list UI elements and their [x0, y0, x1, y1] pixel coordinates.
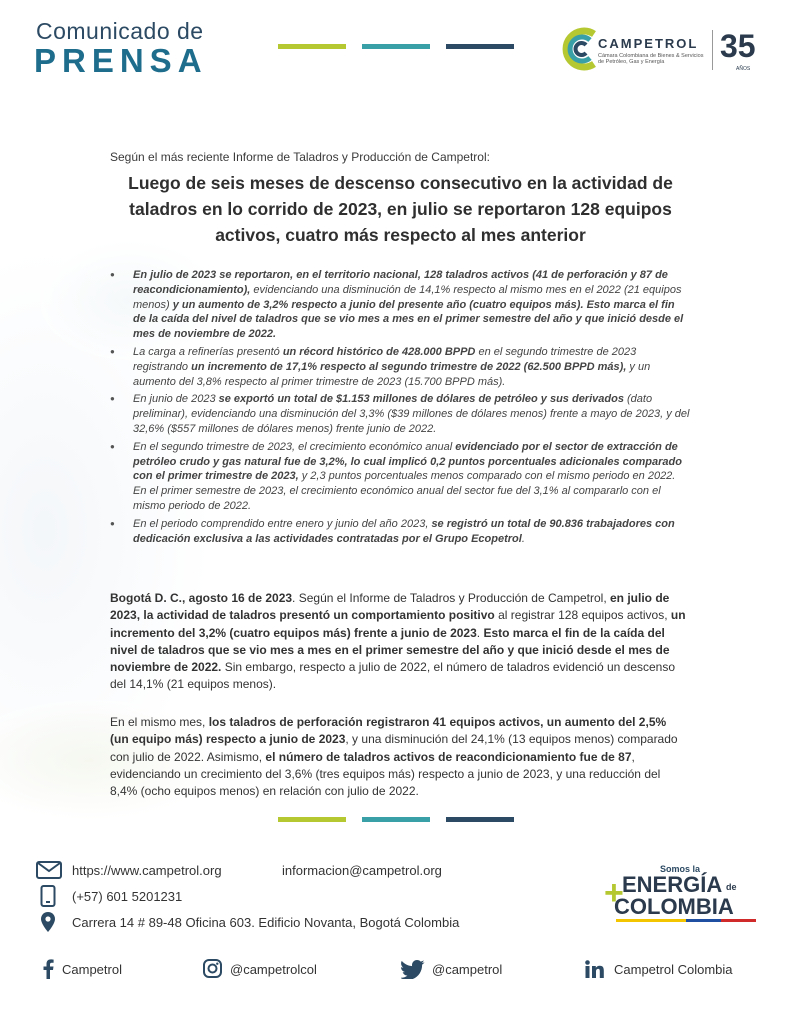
linkedin-icon[interactable]: [585, 960, 604, 978]
campetrol-logo: [560, 22, 760, 80]
bold-text-run: Esto marca el fin de la caída del nivel de taladros que se vio mes a mes en el primer semestre del año y que inició desde el mes de noviembre de 2022.: [110, 625, 670, 675]
text-run: En el periodo comprendido entre enero y junio del año 2023,: [133, 517, 432, 530]
logo-divider: [712, 30, 713, 70]
phone-icon: [40, 885, 56, 907]
header-accent-bar: [446, 44, 514, 49]
bold-text-run: los taladros de perforación registraron 41 equipos activos, un aumento del 2,5% (un equipo más) respecto a junio de 2023: [110, 715, 667, 747]
list-item: [110, 345, 690, 389]
list-item: [110, 517, 690, 547]
text-run: En el segundo trimestre de 2023, el crecimiento económico anual: [133, 440, 456, 453]
logo-name: CAMPETROL: [598, 36, 699, 51]
bold-text-run: Bogotá D. C., agosto 16 de 2023: [110, 591, 293, 605]
energia-line1: Somos la: [660, 864, 701, 874]
footer-accent-bar: [278, 817, 346, 822]
energia-de-colombia-logo: [604, 864, 759, 924]
footer-accent-bar: [446, 817, 514, 822]
energia-line3: COLOMBIA: [614, 894, 734, 919]
header-accent-bar: [362, 44, 430, 49]
campetrol-c-icon: [560, 26, 600, 72]
list-item: [110, 392, 690, 436]
text-run: La carga a refinerías presentó: [133, 345, 283, 358]
text-run: , y una disminución del 24,1% (13 equipos menos) comparado con julio de 2022. Asimismo,: [110, 732, 678, 764]
bold-text-run: un incremento del 3,2% (cuatro equipos más) frente a junio de 2023: [110, 608, 686, 640]
instagram-handle[interactable]: @campetrolcol: [230, 962, 317, 977]
bold-text-run: se exportó un total de $1.153 millones de dólares de petróleo y sus derivados: [218, 393, 624, 406]
bold-text-run: en julio de 2023, la actividad de taladros presentó un comportamiento positivo: [110, 591, 670, 623]
text-run: Sin embargo, respecto a julio de 2022, el número de taladros evidenció un descenso del 14,1% (21 equipos menos).: [110, 660, 676, 692]
logo-anniversary: 35: [720, 28, 756, 64]
text-run: al registrar 128 equipos activos,: [494, 608, 671, 623]
plus-icon: +: [604, 874, 624, 912]
body-paragraph: [110, 714, 688, 800]
address: Carrera 14 # 89-48 Oficina 603. Edificio Novanta, Bogotá Colombia: [72, 915, 460, 930]
mail-icon: [36, 861, 62, 879]
website-link[interactable]: https://www.campetrol.org: [72, 863, 222, 878]
header-accent-bar: [278, 44, 346, 49]
text-run: evidenciando una disminución de 14,1% respecto al mismo mes en el 2022 (21 equipos menos): [133, 283, 682, 311]
facebook-icon[interactable]: [42, 959, 54, 979]
email-link[interactable]: informacion@campetrol.org: [282, 863, 442, 878]
header-title: PRENSA: [34, 42, 208, 79]
bold-text-run: un incremento de 17,1% respecto al segundo trimestre de 2022 (62.500 BPPD más),: [191, 360, 627, 373]
text-run: , evidenciando un crecimiento del 3,6% (tres equipos más) respecto a junio de 2023, y una reducción del 8,4% (ocho equipos menos) en relación con julio de 2022.: [110, 749, 661, 799]
text-run: y 2,3 puntos porcentuales menos comparado con el mismo periodo en 2022. En el primer semestre de 2023, el crecimiento económico anual del sector fue del 3,1% al compararlo con el mismo periodo de 2022.: [133, 470, 676, 512]
logo-anniversary-label: AÑOS: [736, 66, 751, 72]
twitter-icon[interactable]: [401, 960, 425, 979]
bold-text-run: evidenciado por el sector de extracción de petróleo crudo y gas natural fue de 3,2%, lo cual implicó 0,2 puntos porcentuales adicionales comparado con el primer trimestre de 2023,: [133, 440, 682, 483]
location-pin-icon: [41, 912, 55, 932]
text-run: y un aumento del 3,8% respecto al primer trimestre de 2023 (15.700 BPPD más).: [133, 360, 651, 388]
headline: Luego de seis meses de descenso consecutivo en la actividad de taladros en lo corrido de 2023, en julio se reportaron 128 equipos activos, cuatro más respecto al mes anterior: [128, 173, 673, 245]
text-run: En junio de 2023: [133, 393, 219, 406]
linkedin-handle[interactable]: Campetrol Colombia: [614, 962, 733, 977]
text-run: .: [476, 625, 484, 640]
list-item: [110, 440, 690, 514]
text-run: en el segundo trimestre de 2023 registrando: [133, 345, 637, 373]
bold-text-run: un récord histórico de 428.000 BPPD: [282, 345, 476, 358]
intro-text: Según el más reciente Informe de Taladros y Producción de Campetrol:: [110, 150, 490, 164]
facebook-handle[interactable]: Campetrol: [62, 962, 122, 977]
text-run: En el mismo mes,: [110, 715, 209, 729]
energia-line2: ENERGÍA: [622, 872, 723, 897]
phone-number: (+57) 601 5201231: [72, 889, 183, 904]
list-item: [110, 268, 690, 342]
logo-subtitle: Cámara Colombiana de Bienes & Servicios de Petróleo, Gas y Energía: [598, 53, 704, 65]
flag-stripe: [616, 919, 756, 922]
highlights-list: [110, 268, 690, 549]
text-run: (dato preliminar), evidenciando una disminución del 3,3% ($39 millones de dólares menos) frente a mayo de 2023, y del 32,6% ($557 millones de dólares menos) frente junio de 2022.: [133, 393, 690, 435]
footer-accent-bar: [362, 817, 430, 822]
energia-line2-suffix: de: [726, 882, 737, 892]
text-run: . Según el Informe de Taladros y Producción de Campetrol,: [292, 591, 610, 605]
bold-text-run: se registró un total de 90.836 trabajadores con dedicación exclusiva a las actividades contratadas por el Grupo Ecopetrol: [133, 517, 675, 545]
header-subtitle: Comunicado de: [36, 18, 204, 44]
twitter-handle[interactable]: @campetrol: [432, 962, 503, 977]
bold-text-run: En julio de 2023 se reportaron, en el territorio nacional, 128 taladros activos (41 de perforación y 87 de reacondicionamiento),: [133, 269, 668, 296]
body-paragraph: [110, 590, 688, 694]
bold-text-run: y un aumento de 3,2% respecto a junio del presente año (cuatro equipos más). Esto marca el fin de la caída del nivel de taladros que se vio mes a mes en el primer semestre del año y que inició desde el mes de noviembre de 2022.: [133, 298, 684, 341]
text-run: .: [521, 532, 525, 545]
bold-text-run: el número de taladros activos de reacondicionamiento fue de 87: [265, 749, 632, 764]
instagram-icon[interactable]: [203, 959, 222, 978]
